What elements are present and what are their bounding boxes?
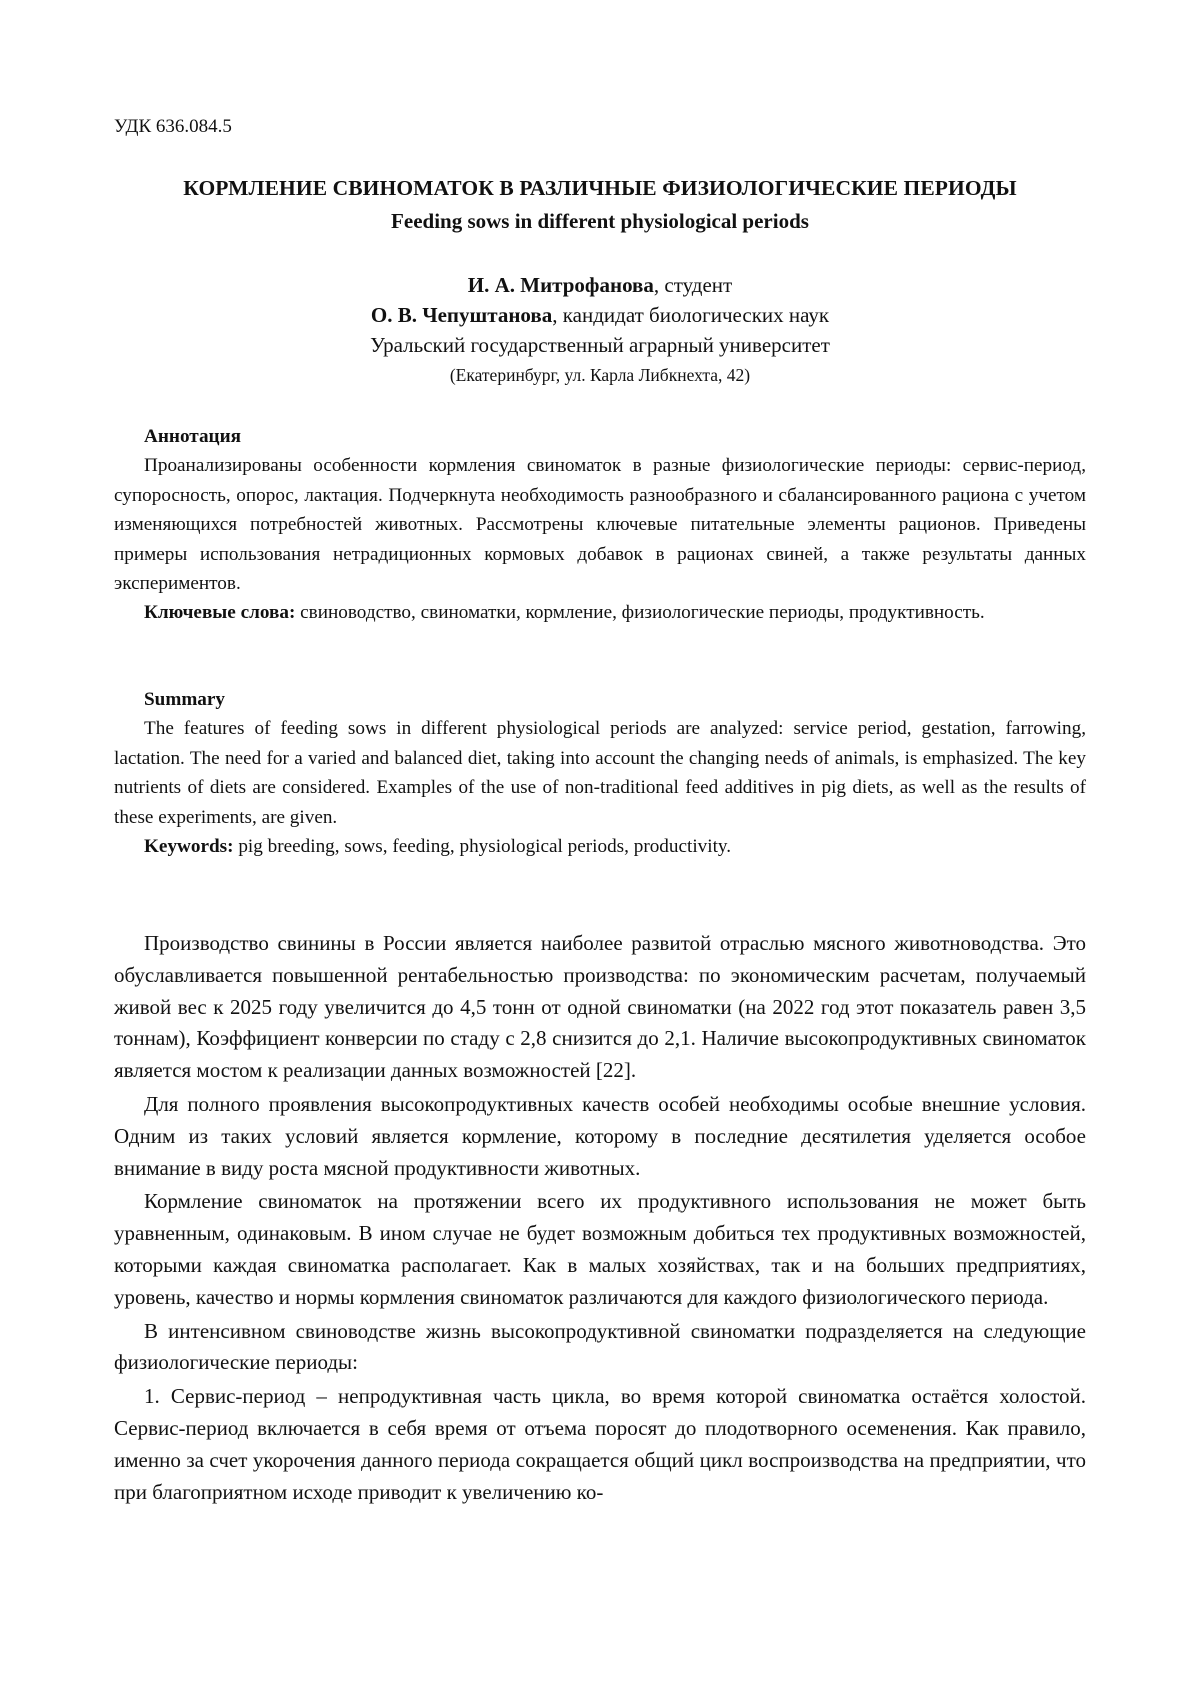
author-2	[114, 300, 1086, 330]
title-russian: КОРМЛЕНИЕ СВИНОМАТОК В РАЗЛИЧНЫЕ ФИЗИОЛОГИЧЕСКИЕ ПЕРИОДЫ	[183, 176, 1017, 200]
body-paragraph: В интенсивном свиноводстве жизнь высокопродуктивной свиноматки подразделяется на следующие физиологические периоды:	[114, 1318, 1086, 1375]
abstract-en-keywords-label: Keywords:	[144, 836, 234, 858]
abstract-en-keywords-list: pig breeding, sows, feeding, physiological periods, productivity.	[233, 836, 732, 858]
body-paragraph: Для полного проявления высокопродуктивных качеств особей необходимы особые внешние условия. Одним из таких условий является кормление, которому в последние десятилетия уделяется особое внимание в виду роста мясной продуктивности животных.	[114, 1091, 1086, 1180]
abstract-ru-heading: Аннотация	[144, 426, 242, 447]
authors-block	[114, 270, 1086, 390]
title-english: Feeding sows in different physiological periods	[391, 209, 809, 233]
body-text	[114, 928, 1086, 1510]
author-1	[114, 270, 1086, 300]
author-2-name: О. В. Чепуштанова	[370, 303, 553, 327]
abstract-ru-keywords-label: Ключевые слова:	[144, 602, 296, 624]
abstract-russian	[114, 422, 1086, 628]
body-paragraph: Кормление свиноматок на протяжении всего их продуктивного использования не может быть уравненным, одинаковым. В ином случае не будет возможным добиться тех продуктивных возможностей, которыми каждая свиноматка располагает. Как в малых хозяйствах, так и на больших предприятиях, уровень, качество и нормы кормления свиноматок различаются для каждого физиологического периода.	[114, 1189, 1086, 1309]
abstract-english	[114, 685, 1086, 861]
udk-code: УДК 636.084.5	[114, 116, 232, 137]
address: (Екатеринбург, ул. Карла Либкнехта, 42)	[449, 365, 751, 385]
abstract-en-text: The features of feeding sows in different physiological periods are analyzed: service period, gestation, farrowing, lactation. The need for a varied and balanced diet, taking into account the changing needs of animals, is emphasized. The key nutrients of diets are considered. Examples of the use of non-traditional feed additives in pig diets, as well as the results of these experiments, are given.	[114, 718, 1086, 828]
abstract-ru-keywords	[114, 598, 1086, 627]
author-2-role: , кандидат биологических наук	[552, 303, 830, 327]
abstract-en-heading: Summary	[144, 689, 226, 710]
author-1-name: И. А. Митрофанова	[467, 273, 654, 297]
author-1-role: , студент	[653, 273, 733, 297]
affiliation: Уральский государственный аграрный университет	[370, 333, 830, 357]
abstract-en-keywords	[114, 832, 1086, 861]
abstract-ru-text: Проанализированы особенности кормления свиноматок в разные физиологические периоды: сервис-период, супоросность, опорос, лактация. Подчеркнута необходимость разнообразного и сбалансированного рациона с учетом изменяющихся потребностей животных. Рассмотрены ключевые питательные элементы рационов. Приведены примеры использования нетрадиционных кормовых добавок в рационах свиней, а также результаты данных экспериментов.	[114, 455, 1086, 595]
abstract-ru-keywords-list: свиноводство, свиноматки, кормление, физиологические периоды, продуктивность.	[295, 602, 985, 624]
body-paragraph: Производство свинины в России является наиболее развитой отраслью мясного животноводства. Это обуславливается повышенной рентабельностью производства: по экономическим расчетам, получаемый живой вес к 2025 году увеличится до 4,5 тонн от одной свиноматки (на 2022 год этот показатель равен 3,5 тоннам), Коэффициент конверсии по стаду с 2,8 снизится до 2,1. Наличие высокопродуктивных свиноматок является мостом к реализации данных возможностей [22].	[114, 931, 1086, 1083]
body-paragraph: 1. Сервис-период – непродуктивная часть цикла, во время которой свиноматка остаётся холостой. Сервис-период включается в себя время от отъема поросят до плодотворного осеменения. Как правило, именно за счет укорочения данного периода сокращается общий цикл воспроизводства на предприятии, что при благоприятном исходе приводит к увеличению ко-	[114, 1384, 1086, 1504]
